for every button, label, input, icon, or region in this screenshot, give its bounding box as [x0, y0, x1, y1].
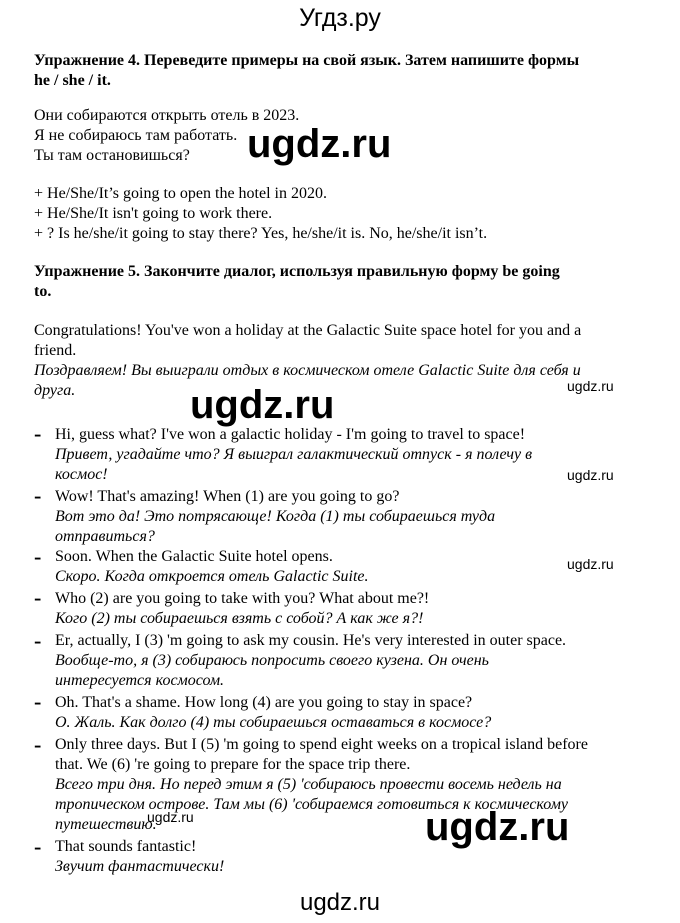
- dialogue-line-1-ru-cont: космос!: [55, 466, 108, 483]
- dialogue-line-1-ru: Привет, угадайте что? Я выиграл галактический отпуск - я полечу в: [55, 446, 533, 463]
- dialogue-line-8-ru: Звучит фантастически!: [55, 858, 225, 875]
- exercise-4-heading-cont: he / she / it.: [34, 72, 111, 89]
- watermark-small: ugdz.ru: [147, 809, 194, 825]
- ex5-intro-ru-2: друга.: [34, 382, 76, 399]
- watermark-small: ugdz.ru: [567, 556, 614, 572]
- dialogue-dash: -: [34, 732, 42, 757]
- dialogue-dash: -: [34, 834, 42, 859]
- ex5-intro-en-2: friend.: [34, 342, 77, 359]
- dialogue-line-4-ru: Кого (2) ты собираешься взять с собой? А как же я?!: [55, 610, 424, 627]
- dialogue-line-2-ru: Вот это да! Это потрясающе! Когда (1) ты собираешься туда: [55, 508, 496, 525]
- ex4-en-line-1: + He/She/It’s going to open the hotel in 2020.: [34, 185, 327, 202]
- ex4-en-line-3: + ? Is he/she/it going to stay there? Yes, he/she/it is. No, he/she/it isn’t.: [34, 225, 488, 242]
- dialogue-dash: -: [34, 585, 42, 610]
- dialogue-line-2-en: Wow! That's amazing! When (1) are you going to go?: [55, 488, 400, 505]
- dialogue-line-1-en: Hi, guess what? I've won a galactic holiday - I'm going to travel to space!: [55, 426, 526, 443]
- dialogue-line-3-en: Soon. When the Galactic Suite hotel opens.: [55, 548, 333, 565]
- dialogue-line-6-ru: О. Жаль. Как долго (4) ты собираешься оставаться в космосе?: [55, 714, 492, 731]
- dialogue-line-5-ru-cont: интересуется космосом.: [55, 672, 225, 689]
- dialogue-line-2-ru-cont: отправиться?: [55, 528, 155, 545]
- dialogue-dash: -: [34, 689, 42, 714]
- watermark-small: ugdz.ru: [567, 467, 614, 483]
- dialogue-line-7-en: Only three days. But I (5) 'm going to spend eight weeks on a tropical island before: [55, 736, 588, 753]
- dialogue-dash: -: [34, 628, 42, 653]
- dialogue-line-7-ru-cont: тропическом острове. Там мы (6) 'собираемся готовиться к космическому: [55, 796, 568, 813]
- dialogue-line-4-en: Who (2) are you going to take with you? What about me?!: [55, 590, 430, 607]
- ex5-intro-en-1: Congratulations! You've won a holiday at the Galactic Suite space hotel for you and a: [34, 322, 582, 339]
- watermark: ugdz.ru: [247, 122, 392, 166]
- dialogue-line-7-ru: Всего три дня. Но перед этим я (5) 'собираюсь провести восемь недель на: [55, 776, 562, 793]
- ex4-ru-line-1: Они собираются открыть отель в 2023.: [34, 107, 300, 124]
- dialogue-line-7-en-cont: that. We (6) 're going to prepare for the space trip there.: [55, 756, 411, 773]
- ex4-ru-line-3: Ты там остановишься?: [34, 147, 190, 164]
- site-title: Угдз.ру: [299, 4, 381, 32]
- dialogue-dash: -: [34, 483, 42, 508]
- dialogue-line-3-ru: Скоро. Когда откроется отель Galactic Suite.: [55, 568, 369, 585]
- watermark-small: ugdz.ru: [567, 378, 614, 394]
- exercise-5-heading: Упражнение 5. Закончите диалог, используя правильную форму be going: [34, 263, 560, 280]
- watermark: ugdz.ru: [425, 805, 570, 849]
- dialogue-dash: -: [34, 421, 42, 446]
- site-footer: ugdz.ru: [299, 889, 381, 916]
- exercise-5-heading-cont: to.: [34, 283, 52, 300]
- dialogue-line-5-ru: Вообще-то, я (3) собираюсь попросить своего кузена. Он очень: [55, 652, 489, 669]
- exercise-4-heading: Упражнение 4. Переведите примеры на свой язык. Затем напишите формы: [34, 52, 580, 69]
- dialogue-line-8-en: That sounds fantastic!: [55, 838, 197, 855]
- ex4-en-line-2: + He/She/It isn't going to work there.: [34, 205, 273, 222]
- dialogue-line-7-ru-cont-2: путешествию.: [55, 816, 157, 833]
- dialogue-line-6-en: Oh. That's a shame. How long (4) are you going to stay in space?: [55, 694, 473, 711]
- dialogue-line-5-en: Er, actually, I (3) 'm going to ask my cousin. He's very interested in outer space.: [55, 632, 567, 649]
- ex5-intro-ru-1: Поздравляем! Вы выиграли отдых в космическом отеле Galactic Suite для себя и: [34, 362, 581, 379]
- dialogue-dash: -: [34, 544, 42, 569]
- watermark: ugdz.ru: [190, 383, 335, 427]
- ex4-ru-line-2: Я не собираюсь там работать.: [34, 127, 238, 144]
